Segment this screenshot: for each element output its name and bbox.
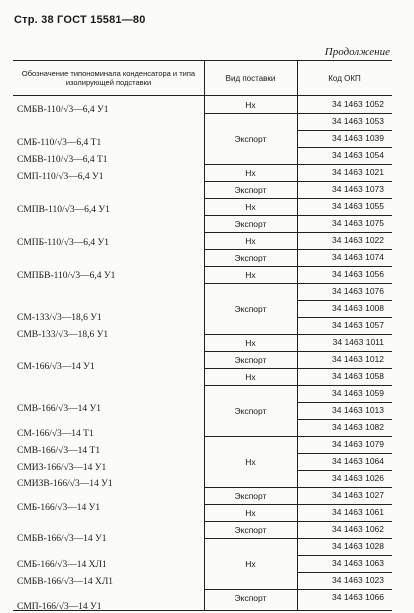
supply-type-cell: Экспорт [234, 252, 267, 263]
supply-type-cell: Экспорт [234, 490, 267, 501]
designation-cell: СМП-166/√3—14 У1 [17, 602, 102, 612]
designation-cell: СМВ-166/√3—14 Т1 [17, 446, 101, 456]
group-divider [204, 504, 297, 505]
supply-type-cell: Экспорт [234, 524, 267, 535]
row-divider [297, 385, 392, 386]
okp-code-cell: 34 1463 1026 [332, 473, 384, 483]
row-divider [297, 198, 392, 199]
group-divider [204, 198, 297, 199]
designation-cell: СМПБ-110/√3—6,4 У1 [17, 238, 109, 248]
row-divider [297, 555, 392, 556]
row-divider [297, 232, 392, 233]
row-divider [297, 351, 392, 352]
table-header [13, 61, 392, 96]
okp-code-cell: 34 1463 1057 [332, 320, 384, 330]
row-divider [297, 147, 392, 148]
okp-code-cell: 34 1463 1073 [332, 184, 384, 194]
column-header-supply-type: Вид поставки [225, 73, 276, 83]
supply-type-cell: Нх [245, 235, 256, 246]
supply-type-cell: Нх [245, 167, 256, 178]
row-divider [297, 249, 392, 250]
row-divider [297, 317, 392, 318]
designation-cell: СМ-133/√3—18,6 У1 [17, 313, 102, 323]
supply-type-cell: Нх [245, 99, 256, 110]
group-divider [204, 283, 297, 284]
okp-code-cell: 34 1463 1023 [332, 575, 384, 585]
designation-cell: СМБ-166/√3—14 У1 [17, 503, 101, 513]
row-divider [297, 266, 392, 267]
designation-cell: СМ-166/√3—14 У1 [17, 362, 95, 372]
group-divider [204, 266, 297, 267]
row-divider [297, 113, 392, 114]
okp-code-cell: 34 1463 1066 [332, 592, 384, 602]
row-divider [297, 504, 392, 505]
supply-type-cell: Экспорт [234, 218, 267, 229]
okp-code-cell: 34 1463 1079 [332, 439, 384, 449]
group-divider [204, 385, 297, 386]
supply-type-cell: Нх [245, 201, 256, 212]
designation-cell: СМБВ-166/√3—14 У1 [17, 534, 107, 544]
row-divider [297, 419, 392, 420]
designation-cell: СМПВ-110/√3—6,4 У1 [17, 205, 110, 215]
row-divider [297, 164, 392, 165]
group-divider [204, 589, 297, 590]
group-divider [204, 487, 297, 488]
okp-code-cell: 34 1463 1082 [332, 422, 384, 432]
okp-code-cell: 34 1463 1028 [332, 541, 384, 551]
group-divider [204, 334, 297, 335]
supply-type-cell: Экспорт [234, 405, 267, 416]
continuation-label: Продолжение [324, 46, 390, 58]
group-divider [204, 368, 297, 369]
okp-code-cell: 34 1463 1074 [332, 252, 384, 262]
column-divider [204, 61, 205, 95]
okp-code-cell: 34 1463 1062 [332, 524, 384, 534]
row-divider [297, 453, 392, 454]
supply-type-cell: Экспорт [234, 184, 267, 195]
row-divider [297, 368, 392, 369]
designation-cell: СМИЗ-166/√3—14 У1 [17, 463, 107, 473]
supply-type-cell: Экспорт [234, 303, 267, 314]
column-header-designation: Обозначение типономинала конденсатора и типа изолирующей подставки [21, 69, 196, 87]
row-divider [297, 521, 392, 522]
row-divider [297, 487, 392, 488]
table-body [13, 96, 392, 610]
okp-code-cell: 34 1463 1039 [332, 133, 384, 143]
designation-cell: СМИЗВ-166/√3—14 У1 [17, 479, 113, 489]
row-divider [297, 181, 392, 182]
row-divider [297, 470, 392, 471]
okp-code-cell: 34 1463 1058 [332, 371, 384, 381]
okp-code-cell: 34 1463 1022 [332, 235, 384, 245]
supply-type-cell: Нх [245, 558, 256, 569]
page-header: Стр. 38 ГОСТ 15581—80 [14, 14, 146, 26]
designation-cell: СМВ-133/√3—18,6 У1 [17, 330, 109, 340]
row-divider [297, 334, 392, 335]
supply-type-cell: Нх [245, 269, 256, 280]
row-divider [297, 538, 392, 539]
row-divider [297, 572, 392, 573]
group-divider [204, 351, 297, 352]
designation-cell: СМ-166/√3—14 Т1 [17, 429, 94, 439]
group-divider [204, 521, 297, 522]
okp-code-cell: 34 1463 1021 [332, 167, 384, 177]
designation-cell: СМПБВ-110/√3—6,4 У1 [17, 271, 116, 281]
group-divider [204, 232, 297, 233]
group-divider [204, 113, 297, 114]
okp-code-cell: 34 1463 1008 [332, 303, 384, 313]
okp-code-cell: 34 1463 1012 [332, 354, 384, 364]
okp-code-cell: 34 1463 1054 [332, 150, 384, 160]
okp-code-cell: 34 1463 1063 [332, 558, 384, 568]
okp-code-cell: 34 1463 1061 [332, 507, 384, 517]
supply-type-cell: Экспорт [234, 354, 267, 365]
group-divider [204, 215, 297, 216]
group-divider [204, 181, 297, 182]
supply-type-cell: Экспорт [234, 592, 267, 603]
okp-code-cell: 34 1463 1027 [332, 490, 384, 500]
row-divider [297, 436, 392, 437]
okp-code-cell: 34 1463 1011 [332, 337, 384, 347]
group-divider [204, 436, 297, 437]
row-divider [297, 283, 392, 284]
row-divider [297, 402, 392, 403]
okp-code-table [13, 60, 392, 611]
supply-type-cell: Нх [245, 507, 256, 518]
designation-cell: СМБ-166/√3—14 ХЛ1 [17, 560, 107, 570]
column-divider [297, 61, 298, 95]
designation-cell: СМБВ-110/√3—6,4 У1 [17, 105, 109, 115]
supply-type-cell: Экспорт [234, 133, 267, 144]
okp-code-cell: 34 1463 1076 [332, 286, 384, 296]
row-divider [297, 215, 392, 216]
okp-code-cell: 34 1463 1055 [332, 201, 384, 211]
supply-type-cell: Нх [245, 371, 256, 382]
designation-cell: СМБ-110/√3—6,4 Т1 [17, 138, 102, 148]
okp-code-cell: 34 1463 1056 [332, 269, 384, 279]
okp-code-cell: 34 1463 1013 [332, 405, 384, 415]
column-header-okp-code: Код ОКП [328, 73, 361, 83]
okp-code-cell: 34 1463 1053 [332, 116, 384, 126]
designation-cell: СМВ-166/√3—14 У1 [17, 404, 101, 414]
group-divider [204, 249, 297, 250]
supply-type-cell: Нх [245, 456, 256, 467]
okp-code-cell: 34 1463 1059 [332, 388, 384, 398]
group-divider [204, 164, 297, 165]
okp-code-cell: 34 1463 1075 [332, 218, 384, 228]
row-divider [297, 130, 392, 131]
okp-code-cell: 34 1463 1064 [332, 456, 384, 466]
okp-code-cell: 34 1463 1052 [332, 99, 384, 109]
designation-cell: СМП-110/√3—6,4 У1 [17, 172, 104, 182]
row-divider [297, 589, 392, 590]
supply-type-cell: Нх [245, 337, 256, 348]
row-divider [297, 300, 392, 301]
designation-cell: СМБВ-110/√3—6,4 Т1 [17, 155, 108, 165]
group-divider [204, 538, 297, 539]
designation-cell: СМБВ-166/√3—14 ХЛ1 [17, 577, 114, 587]
